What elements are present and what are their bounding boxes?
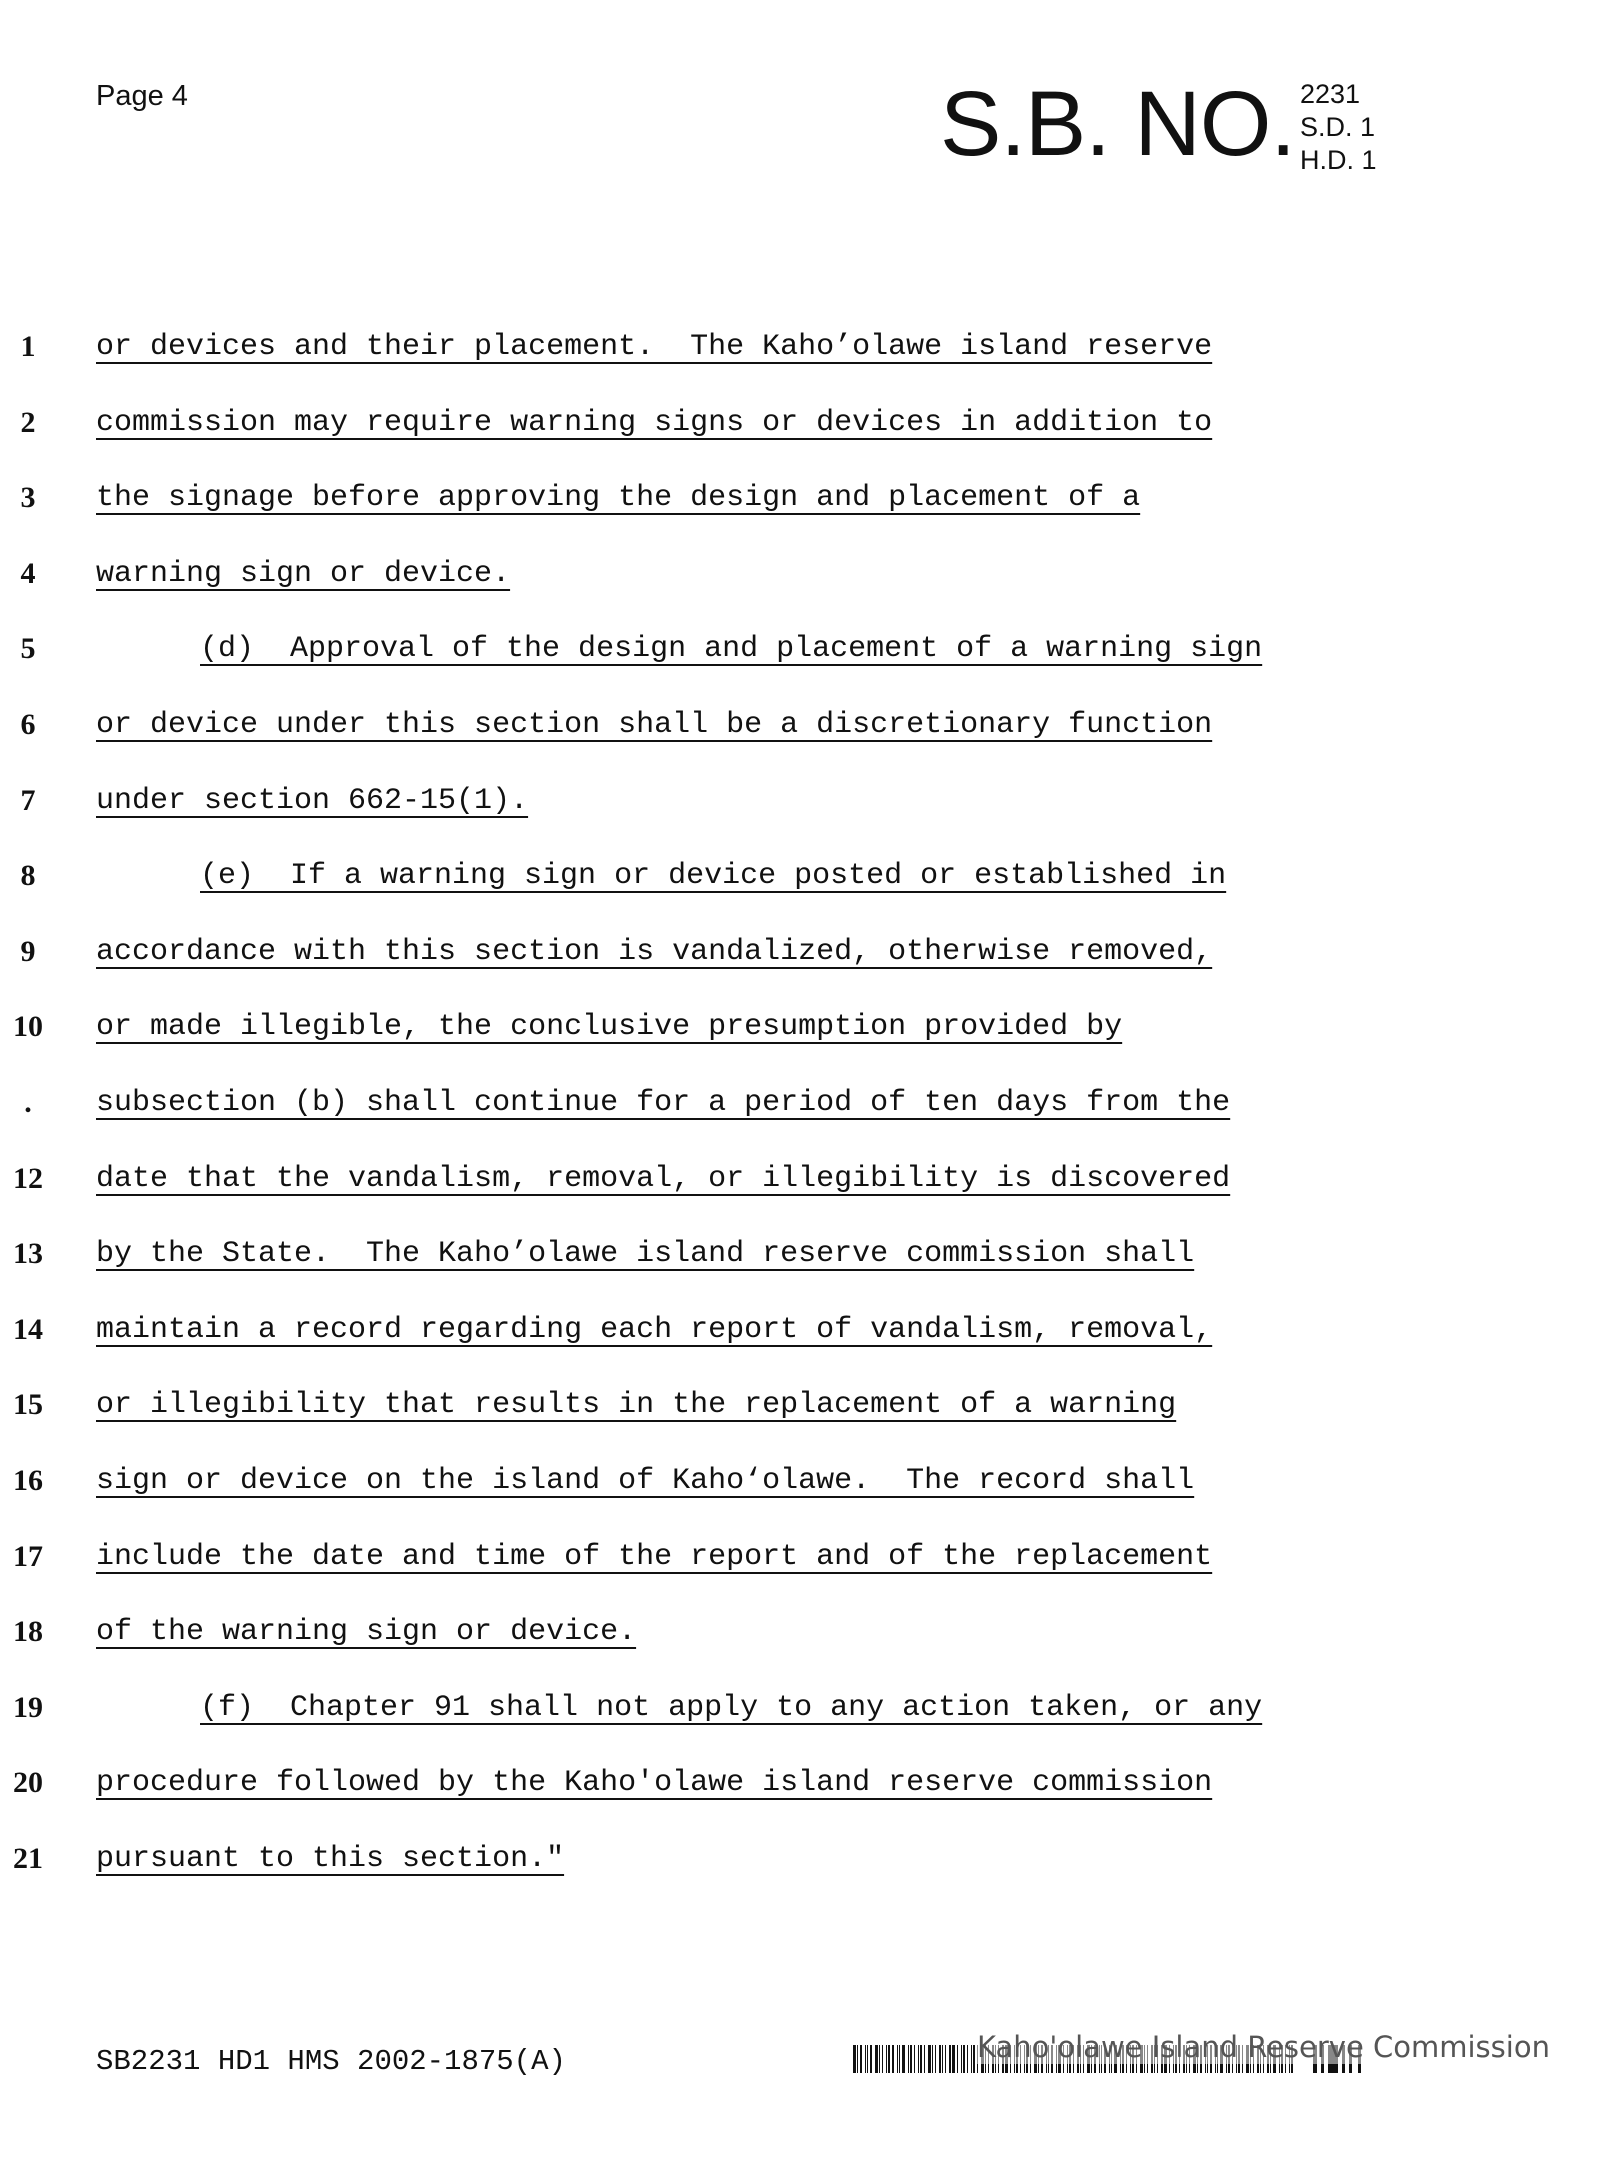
text-line xyxy=(0,1530,1615,1590)
line-text: commission may require warning signs or devices in addition to xyxy=(96,405,1213,440)
barcode-bar xyxy=(952,2045,955,2073)
barcode-bar xyxy=(942,2045,943,2073)
line-text: (e) If a warning sign or device posted or established in xyxy=(200,859,1227,894)
line-number: 21 xyxy=(13,1842,43,1875)
barcode-bar xyxy=(967,2045,968,2073)
text-line xyxy=(0,1681,1615,1741)
barcode-bar xyxy=(920,2045,922,2073)
line-text: maintain a record regarding each report of vandalism, removal, xyxy=(96,1312,1213,1347)
barcode-bar xyxy=(865,2045,866,2073)
line-number: . xyxy=(24,1086,32,1119)
text-line xyxy=(0,320,1615,380)
line-text: (d) Approval of the design and placement of a warning sign xyxy=(200,632,1263,667)
text-line xyxy=(0,698,1615,758)
barcode-bar xyxy=(918,2045,919,2073)
barcode-bar xyxy=(914,2045,915,2073)
line-number: 15 xyxy=(13,1388,43,1422)
line-number: 20 xyxy=(13,1766,43,1800)
barcode-bar xyxy=(899,2045,900,2073)
line-text: or illegibility that results in the replacement of a warning xyxy=(96,1388,1177,1423)
barcode-bar xyxy=(908,2045,909,2073)
barcode-bar xyxy=(910,2045,912,2073)
line-number: 18 xyxy=(13,1615,43,1649)
bill-number-title: S.B. NO. xyxy=(940,73,1295,175)
text-line xyxy=(0,1227,1615,1287)
barcode-bar xyxy=(853,2045,856,2073)
text-line xyxy=(0,1756,1615,1816)
line-number: 5 xyxy=(20,632,36,666)
barcode-bar xyxy=(892,2045,894,2073)
barcode-bar xyxy=(860,2045,862,2073)
text-line xyxy=(0,547,1615,607)
barcode-bar xyxy=(867,2045,868,2073)
house-draft-label: H.D. 1 xyxy=(1300,145,1377,175)
line-text: accordance with this section is vandalized, otherwise removed, xyxy=(96,934,1213,969)
text-line xyxy=(0,1303,1615,1363)
text-line xyxy=(0,1454,1615,1514)
barcode-bar xyxy=(902,2045,905,2073)
bill-number: 2231 xyxy=(1300,79,1361,109)
line-text: or devices and their placement. The Kaho’olawe island reserve xyxy=(96,330,1213,364)
barcode-bar xyxy=(935,2045,936,2073)
barcode-bar xyxy=(886,2045,887,2073)
senate-draft-label: S.D. 1 xyxy=(1300,112,1376,142)
text-line xyxy=(0,471,1615,531)
barcode-bar xyxy=(928,2045,931,2073)
barcode-bar xyxy=(882,2045,883,2073)
text-line xyxy=(0,1152,1615,1212)
line-number: 6 xyxy=(20,708,36,741)
text-line xyxy=(0,1076,1615,1136)
text-line xyxy=(0,774,1615,834)
barcode-bar xyxy=(870,2045,872,2073)
line-text: date that the vandalism, removal, or illegibility is discovered xyxy=(96,1161,1231,1196)
line-number: 19 xyxy=(13,1690,43,1724)
barcode-bar xyxy=(875,2045,878,2073)
line-text: procedure followed by the Kaho'olawe island reserve commission xyxy=(96,1766,1213,1801)
page-number-label: Page 4 xyxy=(96,80,188,112)
line-text: include the date and time of the report and of the replacement xyxy=(96,1539,1213,1574)
line-text: (f) Chapter 91 shall not apply to any action taken, or any xyxy=(200,1690,1263,1725)
barcode-bar xyxy=(879,2045,880,2073)
text-line xyxy=(0,1605,1615,1665)
line-number: 4 xyxy=(20,556,36,590)
line-number: 14 xyxy=(13,1312,43,1346)
line-text: of the warning sign or device. xyxy=(96,1615,637,1650)
text-line xyxy=(0,622,1615,682)
bill-version-block xyxy=(1300,78,1377,177)
line-text: sign or device on the island of Kaho‘olawe. The record shall xyxy=(96,1464,1195,1498)
line-text: subsection (b) shall continue for a period of ten days from the xyxy=(96,1086,1231,1120)
text-line xyxy=(0,925,1615,985)
document-id: SB2231 HD1 HMS 2002-1875(A) xyxy=(96,2045,566,2078)
line-text: or device under this section shall be a discretionary function xyxy=(96,708,1213,742)
barcode-bar xyxy=(939,2045,941,2073)
barcode-bar xyxy=(971,2045,972,2073)
watermark-text: Kaho'olawe Island Reserve Commission xyxy=(977,2030,1550,2064)
line-number: 13 xyxy=(13,1237,43,1271)
line-number: 8 xyxy=(20,859,36,893)
text-line xyxy=(0,1832,1615,1892)
line-text: under section 662-15(1). xyxy=(96,783,529,818)
barcode-bar xyxy=(945,2045,946,2073)
line-text: by the State. The Kaho’olawe island reserve commission shall xyxy=(96,1237,1195,1272)
text-line xyxy=(0,849,1615,909)
line-number: 2 xyxy=(20,405,36,439)
barcode-bar xyxy=(961,2045,962,2073)
line-text: pursuant to this section." xyxy=(96,1842,565,1876)
line-text: or made illegible, the conclusive presumption provided by xyxy=(96,1010,1123,1045)
line-number: 1 xyxy=(20,330,36,363)
barcode-bar xyxy=(932,2045,933,2073)
barcode-bar xyxy=(963,2045,965,2073)
line-number: 10 xyxy=(13,1010,43,1044)
line-number: 17 xyxy=(13,1539,43,1573)
text-line xyxy=(0,1378,1615,1438)
line-text: the signage before approving the design and placement of a xyxy=(96,481,1141,516)
line-number: 9 xyxy=(20,934,36,968)
barcode-bar xyxy=(897,2045,898,2073)
line-number: 12 xyxy=(13,1161,43,1195)
line-number: 3 xyxy=(20,481,36,515)
text-line xyxy=(0,396,1615,456)
barcode-bar xyxy=(973,2045,975,2073)
barcode-bar xyxy=(857,2045,858,2073)
barcode-bar xyxy=(924,2045,925,2073)
line-number: 16 xyxy=(13,1464,43,1497)
line-text: warning sign or device. xyxy=(96,556,511,591)
barcode-bar xyxy=(949,2045,951,2073)
barcode-bar xyxy=(957,2045,958,2073)
barcode-bar xyxy=(888,2045,890,2073)
line-number: 7 xyxy=(20,783,36,817)
text-line xyxy=(0,1000,1615,1060)
